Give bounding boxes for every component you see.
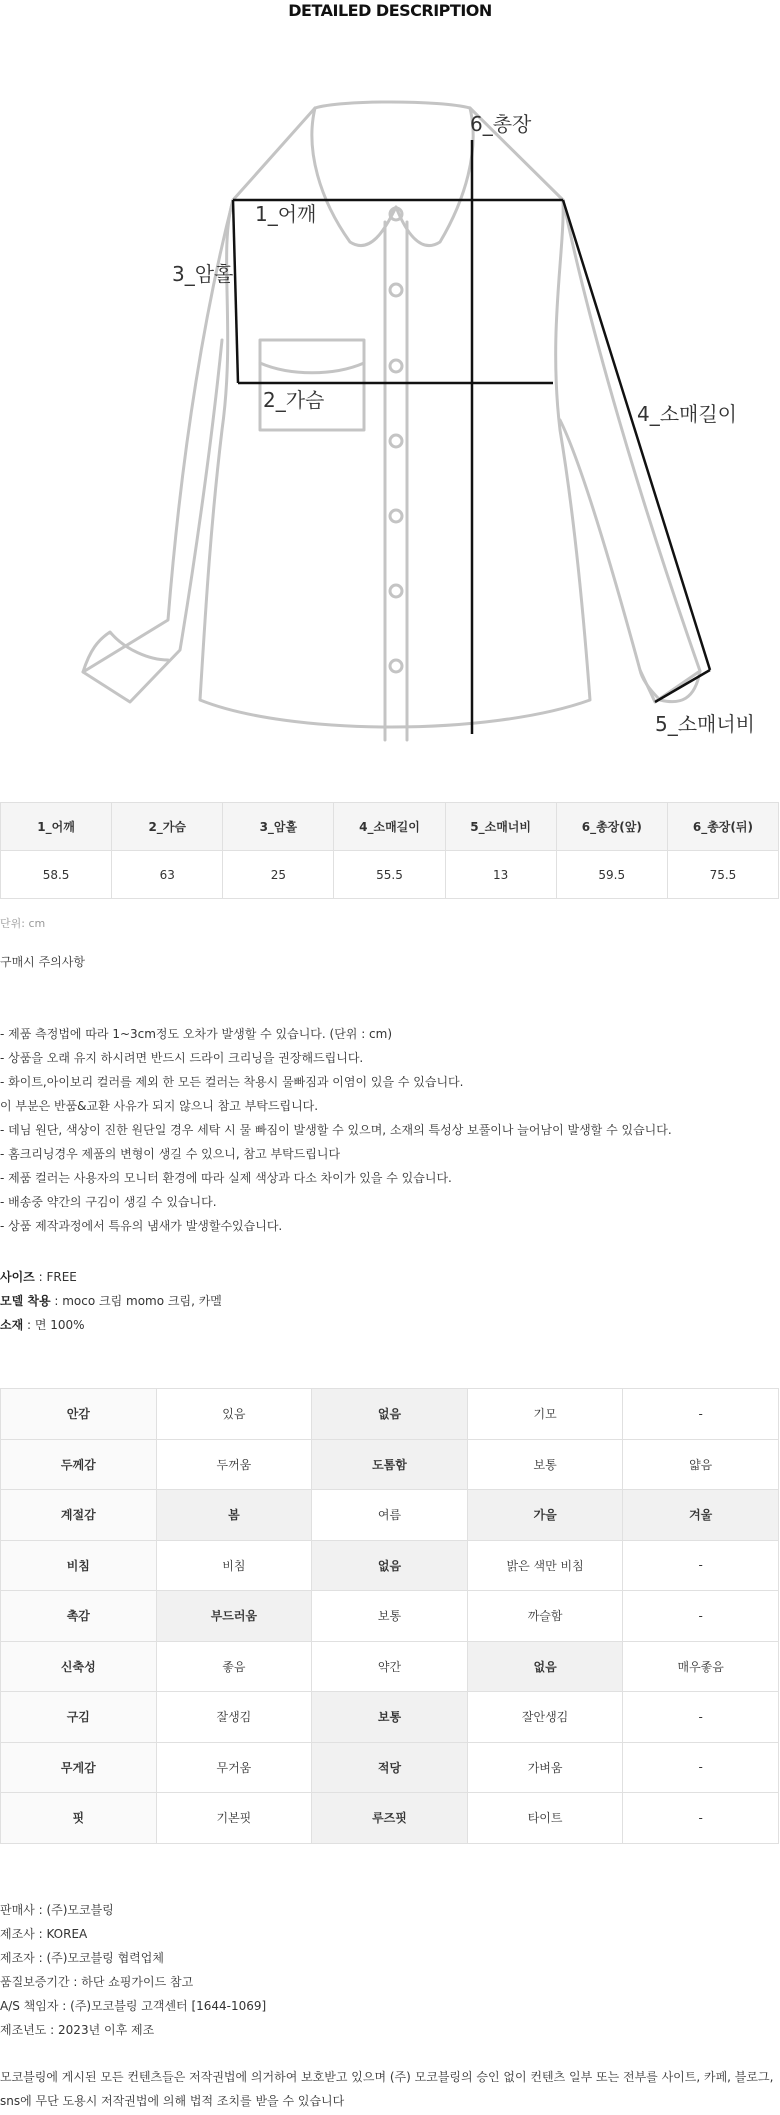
attribute-option: 가을 bbox=[467, 1490, 623, 1541]
attribute-row bbox=[1, 1692, 779, 1743]
attribute-option: 적당 bbox=[312, 1742, 468, 1793]
spec-model-label: 모델 착용 bbox=[0, 1294, 51, 1308]
attribute-label: 무게감 bbox=[1, 1742, 157, 1793]
attribute-row bbox=[1, 1389, 779, 1440]
attribute-option: 잘생김 bbox=[156, 1692, 312, 1743]
attribute-option: 잘안생김 bbox=[467, 1692, 623, 1743]
attribute-label: 핏 bbox=[1, 1793, 157, 1844]
size-header-cell: 2_가슴 bbox=[112, 803, 223, 851]
attribute-option: - bbox=[623, 1540, 779, 1591]
label-armhole: 3_암홀 bbox=[172, 262, 234, 286]
size-value-cell: 55.5 bbox=[334, 851, 445, 899]
note-line: - 배송중 약간의 구김이 생길 수 있습니다. bbox=[0, 1195, 217, 1209]
label-shoulder: 1_어깨 bbox=[255, 202, 317, 226]
shirt-measurement-diagram bbox=[0, 90, 780, 770]
attribute-option: 타이트 bbox=[467, 1793, 623, 1844]
purchase-notes bbox=[0, 950, 780, 1238]
attribute-option: 기모 bbox=[467, 1389, 623, 1440]
label-sleeve-length: 4_소매길이 bbox=[637, 402, 738, 426]
attribute-option: 두꺼움 bbox=[156, 1439, 312, 1490]
size-table-header bbox=[1, 803, 779, 851]
attribute-option: 보통 bbox=[467, 1439, 623, 1490]
size-table-row bbox=[1, 851, 779, 899]
size-value-cell: 59.5 bbox=[556, 851, 667, 899]
size-value-cell: 63 bbox=[112, 851, 223, 899]
note-line: - 화이트,아이보리 컬러를 제외 한 모든 컬러는 착용시 물빠짐과 이염이 있을 수 있습니다. bbox=[0, 1075, 464, 1089]
attribute-option: - bbox=[623, 1591, 779, 1642]
size-header-cell: 4_소매길이 bbox=[334, 803, 445, 851]
attribute-label: 두께감 bbox=[1, 1439, 157, 1490]
size-header-cell: 1_어깨 bbox=[1, 803, 112, 851]
note-line: - 상품 제작과정에서 특유의 냄새가 발생할수있습니다. bbox=[0, 1219, 283, 1233]
attribute-row bbox=[1, 1439, 779, 1490]
spec-model-value: : moco 크림 momo 크림, 카멜 bbox=[50, 1294, 222, 1308]
attribute-label: 비침 bbox=[1, 1540, 157, 1591]
attribute-option: 봄 bbox=[156, 1490, 312, 1541]
size-value-cell: 58.5 bbox=[1, 851, 112, 899]
size-header-cell: 6_총장(앞) bbox=[556, 803, 667, 851]
seller-line: 제조자 : (주)모코블링 협력업체 bbox=[0, 1951, 164, 1965]
note-line: - 제품 측정법에 따라 1~3cm정도 오차가 발생할 수 있습니다. (단위 : cm) bbox=[0, 1027, 393, 1041]
attribute-row bbox=[1, 1540, 779, 1591]
attribute-option: 루즈핏 bbox=[312, 1793, 468, 1844]
attribute-label: 촉감 bbox=[1, 1591, 157, 1642]
size-value-cell: 25 bbox=[223, 851, 334, 899]
copyright-notice: 모코블링에 게시된 모든 컨텐츠들은 저작권법에 의거하여 보호받고 있으며 (주) 모코블링의 승인 없이 컨텐츠 일부 또는 전부를 사이트, 카페, 블로그, sns에 무단 도용시 저작권법에 의해 법적 조치를 받을 수 있습니다 bbox=[0, 2070, 774, 2108]
attribute-label: 계절감 bbox=[1, 1490, 157, 1541]
attribute-row bbox=[1, 1641, 779, 1692]
size-table bbox=[0, 802, 779, 899]
seller-line: 판매사 : (주)모코블링 bbox=[0, 1903, 114, 1917]
attribute-label: 신축성 bbox=[1, 1641, 157, 1692]
note-line: - 상품을 오래 유지 하시려면 반드시 드라이 크리닝을 권장해드립니다. bbox=[0, 1051, 364, 1065]
attribute-row bbox=[1, 1490, 779, 1541]
seller-line: 제조사 : KOREA bbox=[0, 1927, 88, 1941]
attribute-option: 없음 bbox=[467, 1641, 623, 1692]
label-chest: 2_가슴 bbox=[263, 388, 325, 412]
attribute-option: 가벼움 bbox=[467, 1742, 623, 1793]
attribute-option: 보통 bbox=[312, 1692, 468, 1743]
attribute-option: 없음 bbox=[312, 1389, 468, 1440]
shirt-illustration bbox=[0, 90, 780, 770]
spec-size bbox=[0, 1265, 222, 1289]
attribute-option: 무거움 bbox=[156, 1742, 312, 1793]
note-line: 이 부분은 반품&교환 사유가 되지 않으니 참고 부탁드립니다. bbox=[0, 1099, 319, 1113]
spec-model bbox=[0, 1289, 222, 1313]
attribute-option: 여름 bbox=[312, 1490, 468, 1541]
attribute-option: 도톰함 bbox=[312, 1439, 468, 1490]
attribute-option: 얇음 bbox=[623, 1439, 779, 1490]
unit-note: 단위: cm bbox=[0, 917, 46, 930]
attribute-option: - bbox=[623, 1742, 779, 1793]
notes-heading: 구매시 주의사항 bbox=[0, 955, 85, 969]
note-line: - 홈크리닝경우 제품의 변형이 생길 수 있으니, 참고 부탁드립니다 bbox=[0, 1147, 341, 1161]
attribute-option: - bbox=[623, 1692, 779, 1743]
attribute-option: 있음 bbox=[156, 1389, 312, 1440]
attribute-option: 보통 bbox=[312, 1591, 468, 1642]
attribute-option: 없음 bbox=[312, 1540, 468, 1591]
seller-line: A/S 책임자 : (주)모코블링 고객센터 [1644-1069] bbox=[0, 1999, 267, 2013]
attribute-label: 구김 bbox=[1, 1692, 157, 1743]
attribute-row bbox=[1, 1793, 779, 1844]
attribute-option: 겨울 bbox=[623, 1490, 779, 1541]
seller-line: 제조년도 : 2023년 이후 제조 bbox=[0, 2023, 155, 2037]
attribute-option: 비침 bbox=[156, 1540, 312, 1591]
attribute-option: 부드러움 bbox=[156, 1591, 312, 1642]
attribute-table bbox=[0, 1388, 779, 1844]
attribute-option: - bbox=[623, 1389, 779, 1440]
seller-line: 품질보증기간 : 하단 쇼핑가이드 참고 bbox=[0, 1975, 194, 1989]
attribute-option: 기본핏 bbox=[156, 1793, 312, 1844]
seller-info bbox=[0, 1898, 266, 2042]
size-header-cell: 3_암홀 bbox=[223, 803, 334, 851]
spec-material bbox=[0, 1313, 222, 1337]
size-header-cell: 6_총장(뒤) bbox=[667, 803, 778, 851]
attribute-row bbox=[1, 1742, 779, 1793]
attribute-option: - bbox=[623, 1793, 779, 1844]
spec-material-label: 소재 bbox=[0, 1318, 24, 1332]
attribute-option: 매우좋음 bbox=[623, 1641, 779, 1692]
spec-material-value: : 면 100% bbox=[23, 1318, 85, 1332]
page-title: DETAILED DESCRIPTION bbox=[288, 1, 492, 20]
attribute-option: 좋음 bbox=[156, 1641, 312, 1692]
attribute-option: 밝은 색만 비침 bbox=[467, 1540, 623, 1591]
label-sleeve-width: 5_소매너비 bbox=[655, 712, 756, 736]
spec-size-value: : FREE bbox=[34, 1270, 77, 1284]
size-header-cell: 5_소매너비 bbox=[445, 803, 556, 851]
size-value-cell: 13 bbox=[445, 851, 556, 899]
product-spec bbox=[0, 1265, 222, 1337]
attribute-row bbox=[1, 1591, 779, 1642]
attribute-label: 안감 bbox=[1, 1389, 157, 1440]
attribute-option: 까슬함 bbox=[467, 1591, 623, 1642]
label-total-length: 6_총장 bbox=[470, 112, 532, 136]
spec-size-label: 사이즈 bbox=[0, 1270, 35, 1284]
size-value-cell: 75.5 bbox=[667, 851, 778, 899]
note-line: - 제품 컬러는 사용자의 모니터 환경에 따라 실제 색상과 다소 차이가 있을 수 있습니다. bbox=[0, 1171, 452, 1185]
attribute-option: 약간 bbox=[312, 1641, 468, 1692]
note-line: - 데님 원단, 색상이 진한 원단일 경우 세탁 시 물 빠짐이 발생할 수 있으며, 소재의 특성상 보풀이나 늘어남이 발생할 수 있습니다. bbox=[0, 1123, 672, 1137]
